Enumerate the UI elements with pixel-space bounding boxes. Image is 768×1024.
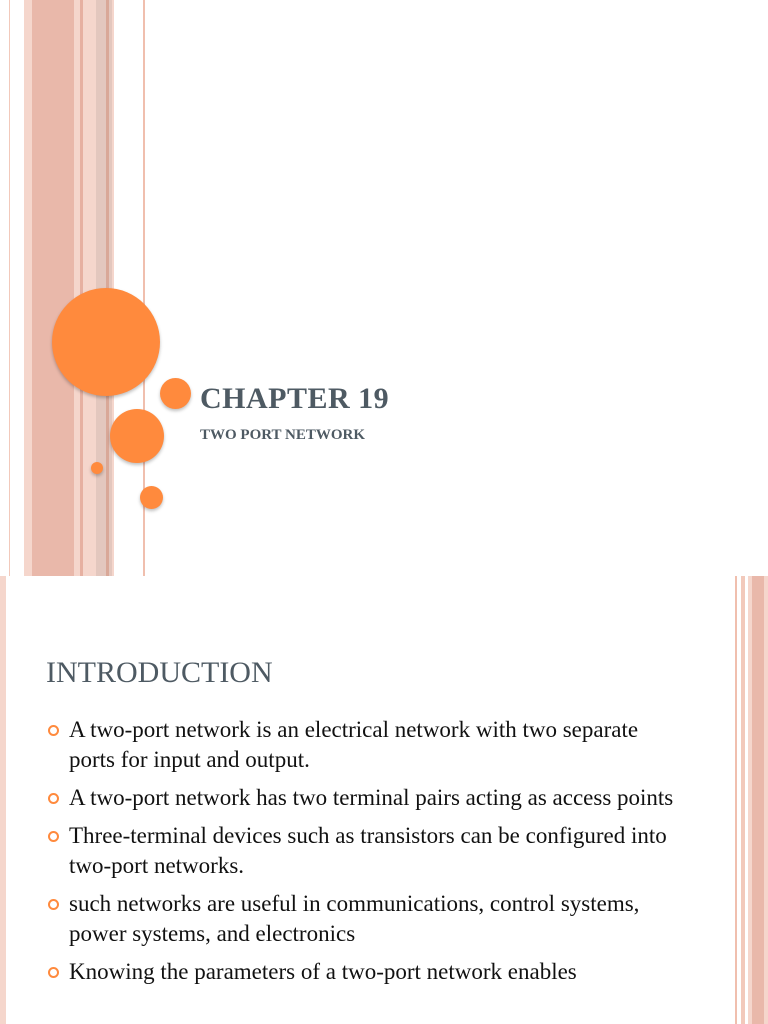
bullet-text: Three-terminal devices such as transistors can be configured into two-port networks. [69,823,667,878]
decorative-stripe [80,0,83,576]
decorative-stripe [741,576,745,1024]
circle-bullet-icon [48,793,59,804]
circle-bullet-icon [48,725,59,736]
slide-title: CHAPTER 19 [200,382,390,415]
bullet-item [46,889,686,949]
decorative-circle-small [160,378,191,409]
introduction-slide [0,576,768,1024]
bullet-text: such networks are useful in communications, control systems, power systems, and electronics [69,891,640,946]
circle-bullet-icon [48,899,59,910]
slide-heading: INTRODUCTION [46,656,273,689]
decorative-stripe [735,576,737,1024]
decorative-circle-small [140,486,163,509]
decorative-circle-large [52,288,160,396]
bullet-item [46,715,686,775]
decorative-stripe [9,0,10,576]
decorative-stripe [32,0,74,576]
slide-subtitle: TWO PORT NETWORK [200,427,366,443]
bullet-text: A two-port network is an electrical network with two separate ports for input and output. [69,717,639,772]
bullet-item [46,957,686,987]
decorative-circle-tiny [91,462,103,474]
decorative-stripe [0,576,6,1024]
bullet-item [46,821,686,881]
bullet-list [46,715,686,995]
circle-bullet-icon [48,967,59,978]
bullet-text: Knowing the parameters of a two-port network enables [69,959,577,984]
decorative-stripe [752,576,764,1024]
circle-bullet-icon [48,831,59,842]
bullet-item [46,783,686,813]
bullet-text: A two-port network has two terminal pairs acting as access points [69,785,674,810]
decorative-circle-medium [110,409,164,463]
